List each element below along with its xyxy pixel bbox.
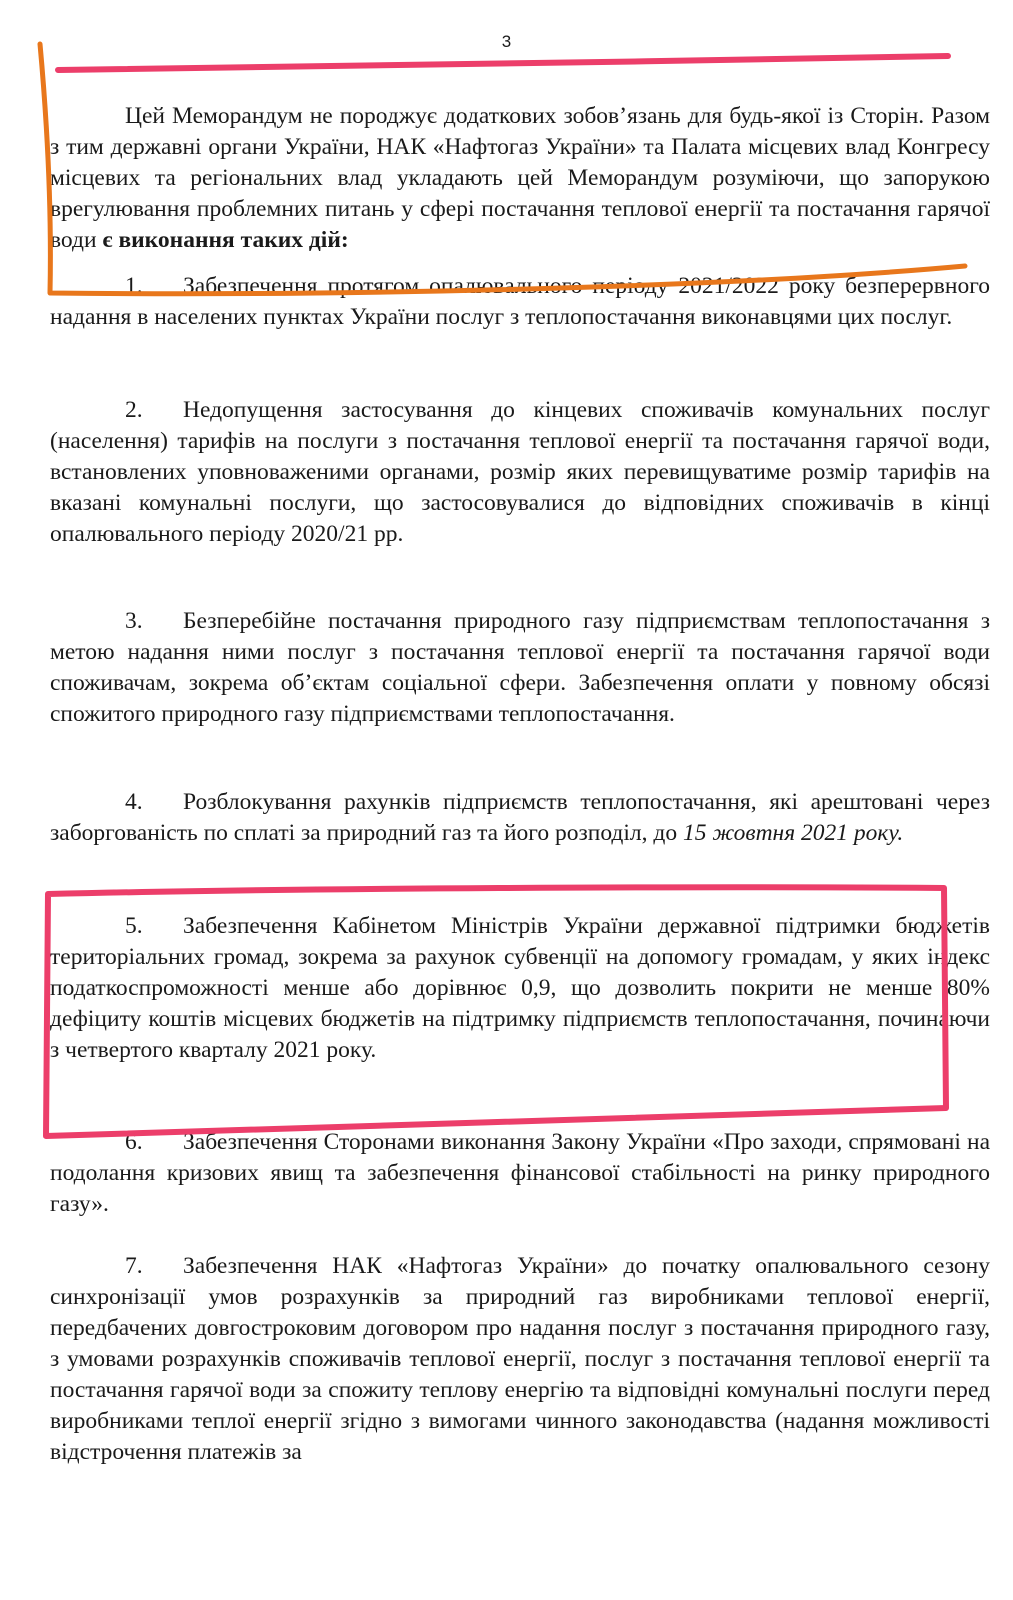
list-item — [50, 271, 990, 333]
intro-bold-tail: є виконання таких дій: — [102, 227, 349, 253]
item-text: Забезпечення НАК «Нафтогаз України» до початку опалювального сезону синхронізації умов розрахунків за природний газ виробниками теплової енергії, передбачених довгостроковим договором про надання послуг з постачання природного газу, з умовами розрахунків споживачів теплової енергії, послуг з постачання теплової енергії та постачання гарячої води за спожиту теплову енергію та відповідні комунальні послуги перед виробниками теплої енергії згідно з вимогами чинного законодавства (надання можливості відстрочення платежів за — [50, 1253, 990, 1465]
item-number: 1. — [125, 273, 143, 299]
page-number: 3 — [501, 32, 512, 51]
item-text: Розблокування рахунків підприємств теплопостачання, які арештовані через заборгованість по сплаті за природний газ та його розподіл, до — [50, 789, 990, 846]
intro-paragraph — [50, 101, 990, 256]
list-item — [50, 787, 990, 849]
item-italic-date: 15 жовтня 2021 року. — [682, 820, 904, 846]
intro-text: Цей Меморандум не породжує додаткових зобов’язань для будь-якої із Сторін. Разом з тим державні органи України, НАК «Нафтогаз України» та Палата місцевих влад Конгресу місцевих та регіональних влад укладають цей Меморандум розуміючи, що запорукою врегулювання проблемних питань у сфері постачання теплової енергії та постачання гарячої води — [50, 103, 990, 253]
list-item — [50, 1127, 990, 1220]
item-number: 4. — [125, 789, 143, 815]
red-top-stroke — [58, 56, 948, 70]
item-text: Забезпечення Кабінетом Міністрів України державної підтримки бюджетів територіальних громад, зокрема за рахунок субвенції на допомогу громадам, у яких індекс податкоспроможності менше або дорівнює 0,9, що дозволить покрити не менше 80% дефіциту коштів місцевих бюджетів на підтримку підприємств теплопостачання, починаючи з четвертого кварталу 2021 року. — [50, 913, 990, 1063]
item-text: Недопущення застосування до кінцевих споживачів комунальних послуг (населення) тарифів на послуги з постачання теплової енергії та постачання гарячої води, встановлених уповноваженими органами, розмір яких перевищуватиме розмір тарифів на вказані комунальні послуги, що застосовувалися до відповідних споживачів в кінці опалювального періоду 2020/21 рр. — [50, 397, 990, 547]
item-number: 2. — [125, 397, 143, 423]
item-number: 7. — [125, 1253, 143, 1279]
item-number: 6. — [125, 1129, 143, 1155]
list-item — [50, 606, 990, 730]
item-text: Забезпечення Сторонами виконання Закону України «Про заходи, спрямовані на подолання кризових явищ та забезпечення фінансової стабільності на ринку природного газу». — [50, 1129, 990, 1217]
list-item — [50, 1251, 990, 1468]
item-number: 5. — [125, 913, 143, 939]
list-item — [50, 911, 990, 1066]
item-number: 3. — [125, 608, 143, 634]
item-text: Безперебійне постачання природного газу підприємствам теплопостачання з метою надання ними послуг з постачання теплової енергії та постачання гарячої води споживачам, зокрема об’єктам соціальної сфери. Забезпечення оплати у повному обсязі спожитого природного газу підприємствами теплопостачання. — [50, 608, 990, 727]
list-item — [50, 395, 990, 550]
item-text: Забезпечення протягом опалювального періоду 2021/2022 року безперервного надання в населених пунктах України послуг з теплопостачання виконавцями цих послуг. — [50, 273, 990, 330]
